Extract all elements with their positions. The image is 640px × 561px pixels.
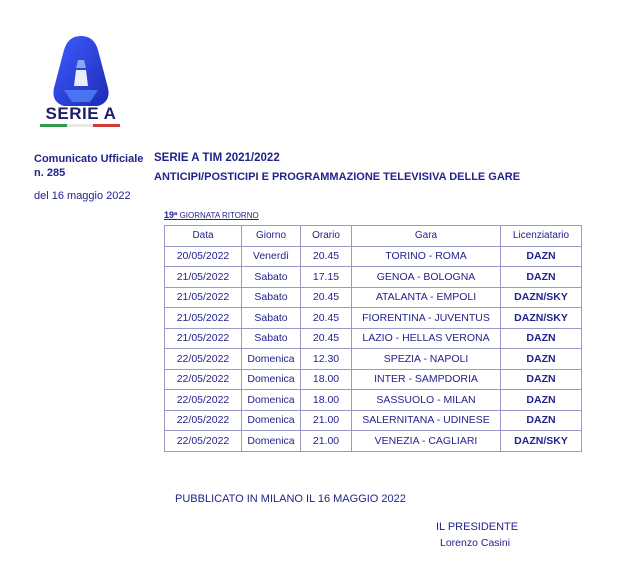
communicato-line1: Comunicato Ufficiale <box>34 153 144 165</box>
cell-licenziatario: DAZN <box>501 246 582 267</box>
cell-giorno: Sabato <box>242 328 301 349</box>
italian-flag-stripe <box>40 124 120 127</box>
cell-licenziatario: DAZN <box>501 328 582 349</box>
cell-giorno: Domenica <box>242 390 301 411</box>
published-note: PUBBLICATO IN MILANO IL 16 MAGGIO 2022 <box>175 493 406 505</box>
table-header-row <box>165 226 582 247</box>
table-row <box>165 287 582 308</box>
cell-licenziatario: DAZN/SKY <box>501 308 582 329</box>
cell-giorno: Sabato <box>242 267 301 288</box>
cell-orario: 18.00 <box>301 390 352 411</box>
table-row <box>165 369 582 390</box>
communicato-line2: n. 285 <box>34 167 66 179</box>
cell-gara: GENOA - BOLOGNA <box>352 267 501 288</box>
cell-orario: 12.30 <box>301 349 352 370</box>
col-header-giorno: Giorno <box>242 226 301 247</box>
cell-gara: INTER - SAMPDORIA <box>352 369 501 390</box>
cell-data: 22/05/2022 <box>165 369 242 390</box>
president-name: Lorenzo Casini <box>440 537 511 549</box>
table-row <box>165 246 582 267</box>
cell-orario: 21.00 <box>301 410 352 431</box>
cell-gara: LAZIO - HELLAS VERONA <box>352 328 501 349</box>
table-row <box>165 431 582 452</box>
cell-orario: 20.45 <box>301 246 352 267</box>
cell-gara: FIORENTINA - JUVENTUS <box>352 308 501 329</box>
communicato-ufficiale <box>34 152 143 180</box>
schedule-table <box>164 225 582 452</box>
cell-data: 22/05/2022 <box>165 349 242 370</box>
giornata-label <box>164 210 259 220</box>
cell-gara: SASSUOLO - MILAN <box>352 390 501 411</box>
giornata-text: GIORNATA RITORNO <box>179 211 259 220</box>
cell-data: 21/05/2022 <box>165 308 242 329</box>
cell-licenziatario: DAZN <box>501 390 582 411</box>
cell-data: 22/05/2022 <box>165 431 242 452</box>
cell-data: 20/05/2022 <box>165 246 242 267</box>
cell-giorno: Domenica <box>242 349 301 370</box>
cell-licenziatario: DAZN <box>501 369 582 390</box>
cell-orario: 20.45 <box>301 308 352 329</box>
page-title: SERIE A TIM 2021/2022 <box>154 152 280 164</box>
communicato-date: del 16 maggio 2022 <box>34 190 131 202</box>
page-subtitle: ANTICIPI/POSTICIPI E PROGRAMMAZIONE TELEVISIVA DELLE GARE <box>154 171 521 183</box>
cell-orario: 20.45 <box>301 287 352 308</box>
cell-giorno: Domenica <box>242 369 301 390</box>
col-header-orario: Orario <box>301 226 352 247</box>
cell-gara: SPEZIA - NAPOLI <box>352 349 501 370</box>
cell-licenziatario: DAZN <box>501 410 582 431</box>
cell-licenziatario: DAZN/SKY <box>501 431 582 452</box>
cell-licenziatario: DAZN/SKY <box>501 287 582 308</box>
cell-giorno: Domenica <box>242 431 301 452</box>
president-role: IL PRESIDENTE <box>436 521 519 533</box>
cell-gara: SALERNITANA - UDINESE <box>352 410 501 431</box>
table-row <box>165 349 582 370</box>
cell-data: 21/05/2022 <box>165 287 242 308</box>
col-header-licenziatario: Licenziatario <box>501 226 582 247</box>
cell-giorno: Venerdì <box>242 246 301 267</box>
cell-data: 22/05/2022 <box>165 410 242 431</box>
cell-gara: VENEZIA - CAGLIARI <box>352 431 501 452</box>
cell-orario: 20.45 <box>301 328 352 349</box>
table-row <box>165 308 582 329</box>
cell-data: 21/05/2022 <box>165 267 242 288</box>
logo-text: SERIE A <box>45 104 117 123</box>
table-row <box>165 328 582 349</box>
table-row <box>165 410 582 431</box>
cell-licenziatario: DAZN <box>501 349 582 370</box>
cell-data: 21/05/2022 <box>165 328 242 349</box>
cell-orario: 18.00 <box>301 369 352 390</box>
col-header-data: Data <box>165 226 242 247</box>
cell-orario: 21.00 <box>301 431 352 452</box>
col-header-gara: Gara <box>352 226 501 247</box>
table-row <box>165 267 582 288</box>
cell-gara: TORINO - ROMA <box>352 246 501 267</box>
cell-giorno: Sabato <box>242 308 301 329</box>
table-row <box>165 390 582 411</box>
cell-gara: ATALANTA - EMPOLI <box>352 287 501 308</box>
cell-orario: 17.15 <box>301 267 352 288</box>
giornata-number: 19ª <box>164 210 178 220</box>
cell-giorno: Domenica <box>242 410 301 431</box>
cell-giorno: Sabato <box>242 287 301 308</box>
cell-licenziatario: DAZN <box>501 267 582 288</box>
cell-data: 22/05/2022 <box>165 390 242 411</box>
